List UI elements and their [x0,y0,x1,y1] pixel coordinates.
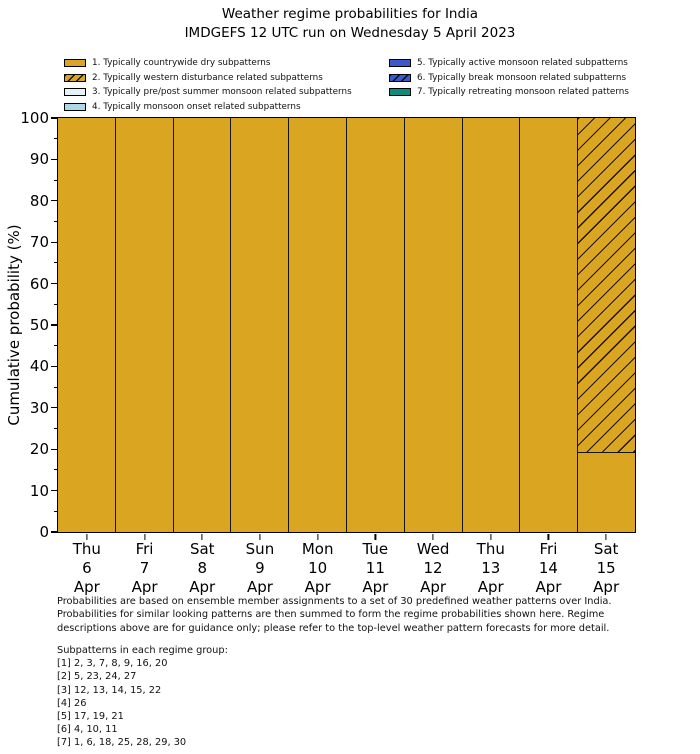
legend-swatch-7 [389,88,411,96]
y-tick-label-40: 40 [29,357,49,376]
x-tick-label-15apr: Sat 15 Apr [593,540,620,596]
y-tick-minor-55 [54,304,58,305]
y-tick-major-70 [51,242,57,243]
bar-segment-regime-2 [578,118,635,453]
subpatterns-heading: Subpatterns in each regime group: [57,645,228,656]
bar-thu-6apr [58,118,115,532]
chart-title-block [0,5,700,43]
y-tick-major-10 [51,490,57,491]
legend-label: 4. Typically monsoon onset related subpatterns [92,101,301,112]
footnote-line-3: descriptions above are for guidance only; please refer to the top-level weather pattern forecasts for more detail. [57,622,610,634]
bar-segment-regime-1 [174,118,231,532]
legend-item-7 [389,85,629,100]
bar-wed-12apr [404,118,462,532]
legend-swatch-3 [64,88,86,96]
y-tick-label-20: 20 [29,440,49,459]
legend-label: 7. Typically retreating monsoon related patterns [417,87,629,98]
subpatterns-line-3: [3] 12, 13, 14, 15, 22 [57,684,162,696]
y-tick-label-30: 30 [29,398,49,417]
legend-item-5 [389,56,629,71]
bar-segment-regime-1 [116,118,173,532]
bar-segment-regime-1 [58,118,115,532]
bar-sat-15apr [577,118,635,532]
legend-label: 5. Typically active monsoon related subpatterns [417,58,628,69]
legend-label: 3. Typically pre/post summer monsoon related subpatterns [92,87,352,98]
subpatterns-line-4: [4] 26 [57,697,87,709]
y-tick-major-60 [51,283,57,284]
x-tick-label-8apr: Sat 8 Apr [189,540,216,596]
legend-label: 2. Typically western disturbance related subpatterns [92,72,323,83]
y-tick-major-0 [51,531,57,532]
bar-segment-regime-1 [520,118,577,532]
x-tick-label-7apr: Fri 7 Apr [131,540,158,596]
bar-segment-regime-1 [463,118,520,532]
footnote-line-1: Probabilities are based on ensemble member assignments to a set of 30 predefined weather patterns over India. [57,596,612,607]
legend-swatch-6-hatched [389,74,411,82]
plot-area [20,109,636,596]
legend-item-4 [64,100,352,115]
legend-item-1 [64,56,352,71]
x-tick-label-14apr: Fri 14 Apr [535,540,562,596]
bar-sun-9apr [230,118,288,532]
y-tick-major-90 [51,159,57,160]
legend-swatch-1 [64,59,86,67]
bar-mon-10apr [288,118,346,532]
y-axis-label: Cumulative probability (%) [5,224,23,426]
legend-column-left [64,56,352,114]
y-tick-minor-25 [54,428,58,429]
footnote-line-2: Probabilities for similar looking patterns are then summed to form the regime probabilities shown here. Regime [57,609,605,621]
legend-swatch-4 [64,103,86,111]
y-tick-major-40 [51,366,57,367]
x-tick-label-10apr: Mon 10 Apr [301,540,334,596]
x-tick-label-6apr: Thu 6 Apr [72,540,101,596]
bar-segment-regime-1 [578,453,635,532]
x-tick-label-12apr: Wed 12 Apr [416,540,450,596]
legend-swatch-5 [389,59,411,67]
y-tick-minor-85 [54,180,58,181]
y-tick-label-50: 50 [29,316,49,334]
x-tick-label-9apr: Sun 9 Apr [245,540,275,596]
bar-segment-regime-1 [405,118,462,532]
legend-column-right [389,56,629,100]
subpatterns-block [57,644,687,750]
bar-segment-regime-1 [231,118,288,532]
y-tick-label-60: 60 [29,274,49,293]
legend-label: 6. Typically break monsoon related subpatterns [417,72,627,83]
bar-segment-regime-1 [347,118,404,532]
chart-title: Weather regime probabilities for India [221,6,479,22]
legend-item-2 [64,71,352,86]
y-tick-minor-15 [54,469,58,470]
y-tick-minor-35 [54,387,58,388]
y-tick-major-30 [51,407,57,408]
subpatterns-line-7: [7] 1, 6, 18, 25, 28, 29, 30 [57,737,187,749]
footnote [57,595,687,635]
y-tick-label-70: 70 [29,233,49,252]
y-tick-minor-45 [54,345,58,346]
legend-swatch-2-hatched [64,74,86,82]
legend-item-6 [389,71,629,86]
subpatterns-line-2: [2] 5, 23, 24, 27 [57,671,137,683]
y-tick-major-20 [51,449,57,450]
y-tick-minor-65 [54,262,58,263]
bar-tue-11apr [346,118,404,532]
x-tick-label-11apr: Tue 11 Apr [362,540,389,596]
subpatterns-line-1: [1] 2, 3, 7, 8, 9, 16, 20 [57,658,168,670]
y-tick-label-80: 80 [29,191,49,210]
y-tick-minor-95 [54,138,58,139]
bar-sat-8apr [173,118,231,532]
bar-thu-13apr [462,118,520,532]
y-tick-label-90: 90 [29,150,49,169]
y-tick-label-10: 10 [29,481,49,500]
y-tick-label-100: 100 [20,109,49,127]
chart-subtitle: IMDGEFS 12 UTC run on Wednesday 5 April 2023 [184,25,516,41]
bar-fri-7apr [115,118,173,532]
bar-fri-14apr [519,118,577,532]
bar-segment-regime-1 [289,118,346,532]
y-tick-major-50 [51,324,57,325]
y-tick-minor-5 [54,511,58,512]
legend-item-3 [64,85,352,100]
y-tick-major-80 [51,200,57,201]
y-tick-label-0: 0 [39,523,49,541]
subpatterns-line-6: [6] 4, 10, 11 [57,724,118,736]
y-tick-major-100 [51,117,57,118]
x-tick-label-13apr: Thu 13 Apr [476,540,505,596]
subpatterns-line-5: [5] 17, 19, 21 [57,711,124,723]
legend-label: 1. Typically countrywide dry subpatterns [92,58,271,69]
bars-container [58,118,635,532]
y-tick-minor-75 [54,221,58,222]
